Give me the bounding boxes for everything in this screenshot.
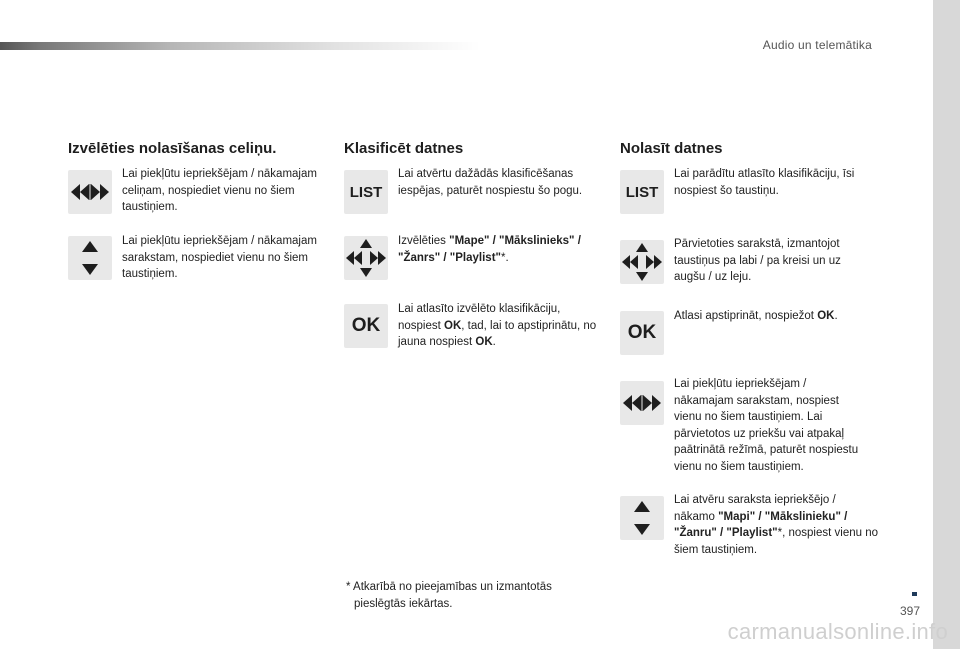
col2-item3-text: Lai atlasīto izvēlēto klasifikāciju, nospiest OK, tad, lai to apstiprinātu, no jauna nospiest OK. xyxy=(398,303,597,348)
ok-button xyxy=(344,304,388,348)
col2-item2-text: Izvēlēties "Mape" / "Mākslinieks" / "Žanrs" / "Playlist"*. xyxy=(398,235,581,264)
prev-next-button xyxy=(68,170,112,214)
page-number: 397 xyxy=(899,604,920,618)
side-strip xyxy=(933,0,960,649)
up-down-icon xyxy=(80,240,100,276)
ok-button-label: OK xyxy=(627,322,657,343)
navigation-pad-button xyxy=(620,240,664,284)
col3-item4-text: Lai piekļūtu iepriekšējam / nākamajam sarakstam, nospiest vienu no šiem taustiņiem. Lai pārvietotos uz priekšu vai atpakaļ paātrinātā režīmā, paturēt nospiestu vienu no šiem taustiņiem. xyxy=(674,378,859,473)
footnote xyxy=(346,579,552,612)
page-marker xyxy=(912,592,917,596)
up-down-icon xyxy=(632,500,652,536)
col3-item5-text: Lai atvēru saraksta iepriekšējo / nākamo "Mapi" / "Mākslinieku" / "Žanru" / "Playlist"*, nospiest vienu no šiem taustiņiem. xyxy=(674,494,878,556)
list-button-label: LIST xyxy=(349,183,383,201)
footnote-line1: * Atkarībā no pieejamības un izmantotās xyxy=(346,581,552,593)
col3-item1-text: Lai parādītu atlasīto klasifikāciju, īsi nospiest šo taustiņu. xyxy=(674,168,855,197)
col3-item3-text: Atlasi apstiprināt, nospiežot OK. xyxy=(674,310,838,322)
col3-item2-text: Pārvietoties sarakstā, izmantojot taustiņus pa labi / pa kreisi un uz augšu / uz leju. xyxy=(674,238,841,283)
prev-next-icon xyxy=(622,393,662,413)
ok-button-label: OK xyxy=(351,315,381,336)
col1-item1-text: Lai piekļūtu iepriekšējam / nākamajam celiņam, nospiediet vienu no šiem taustiņiem. xyxy=(122,168,317,213)
prev-next-icon xyxy=(70,182,110,202)
watermark: carmanualsonline.info xyxy=(727,619,948,644)
ok-button xyxy=(620,311,664,355)
navigation-arrows-icon xyxy=(345,237,387,279)
navigation-pad-button xyxy=(344,236,388,280)
col1-title: Izvēlēties nolasīšanas celiņu. xyxy=(68,140,277,157)
header-gradient-bar xyxy=(0,42,480,50)
col1-item2-text: Lai piekļūtu iepriekšējam / nākamajam sarakstam, nospiediet vienu no šiem taustiņiem. xyxy=(122,235,317,280)
up-down-button xyxy=(620,496,664,540)
col3-title: Nolasīt datnes xyxy=(620,140,723,157)
footnote-line2: pieslēgtās iekārtas. xyxy=(354,597,453,610)
list-button xyxy=(344,170,388,214)
col2-title: Klasificēt datnes xyxy=(344,140,464,157)
list-button xyxy=(620,170,664,214)
col2-item1-text: Lai atvērtu dažādās klasificēšanas iespējas, paturēt nospiestu šo pogu. xyxy=(398,168,583,197)
list-button-label: LIST xyxy=(625,183,659,201)
navigation-arrows-icon xyxy=(621,241,663,283)
up-down-button xyxy=(68,236,112,280)
prev-next-button xyxy=(620,381,664,425)
page-header-title: Audio un telemātika xyxy=(762,38,872,52)
